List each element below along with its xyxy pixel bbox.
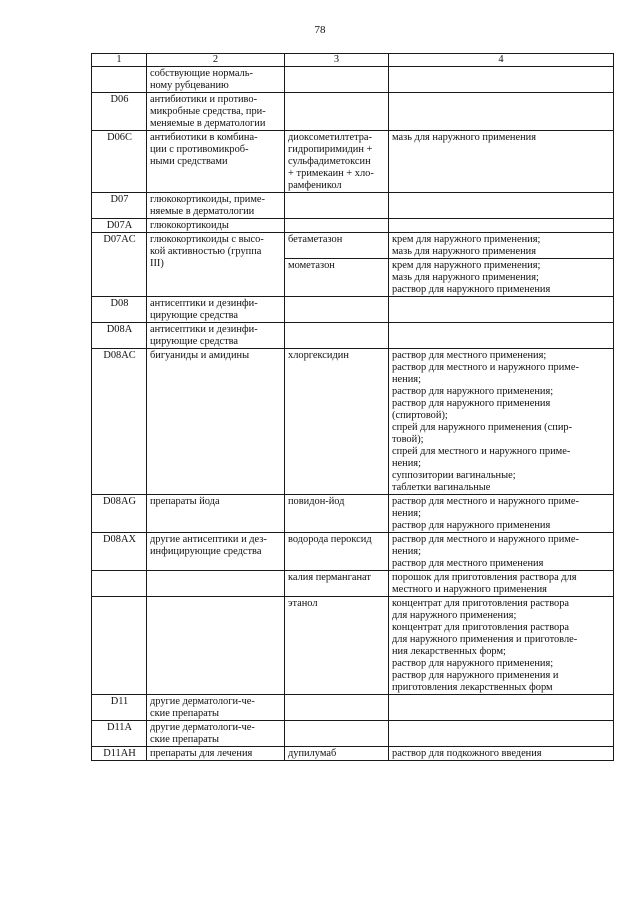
table-row [92,131,614,193]
group-name-cell: собствующие нормаль- ному рубцеванию [147,67,285,93]
drug-name-cell: мометазон [285,259,389,297]
dosage-form-cell [389,721,614,747]
atc-code-cell: D11A [92,721,147,747]
drug-name-cell: хлоргексидин [285,349,389,495]
drug-name-cell [285,219,389,233]
header-row [92,54,614,67]
dosage-form-cell [389,67,614,93]
group-name-cell: антибиотики в комбина- ции с противомикроб- ными средствами [147,131,285,193]
atc-code-cell [92,597,147,695]
drug-name-cell: бетаметазон [285,233,389,259]
column-header-1: 1 [92,54,147,67]
table-row [92,349,614,495]
atc-code-cell: D07 [92,193,147,219]
atc-code-cell: D06C [92,131,147,193]
table-row [92,323,614,349]
dosage-form-cell [389,93,614,131]
table-row [92,533,614,571]
atc-code-cell: D07AC [92,233,147,297]
page-number: 78 [314,24,326,36]
table-row [92,193,614,219]
atc-code-cell: D08AG [92,495,147,533]
group-name-cell: глюкокортикоиды с высо- кой активностью (группа III) [147,233,285,297]
atc-code-cell: D08A [92,323,147,349]
group-name-cell [147,571,285,597]
group-name-cell: антисептики и дезинфи- цирующие средства [147,323,285,349]
dosage-form-cell: раствор для местного и наружного приме- нения; раствор для наружного применения [389,495,614,533]
drug-name-cell: водорода пероксид [285,533,389,571]
drug-name-cell [285,323,389,349]
dosage-form-cell: раствор для подкожного введения [389,747,614,761]
drug-classification-table [91,53,614,761]
table-row [92,93,614,131]
atc-code-cell: D08AX [92,533,147,571]
table-row [92,747,614,761]
atc-code-cell: D08 [92,297,147,323]
dosage-form-cell [389,323,614,349]
dosage-form-cell: крем для наружного применения; мазь для наружного применения [389,233,614,259]
atc-code-cell: D07A [92,219,147,233]
dosage-form-cell: концентрат для приготовления раствора для наружного применения; концентрат для приготовления раствора для наружного применения и приготовле- ния лекарственных форм; раствор для наружного применения; раствор для наружного применения и приготовления лекарственных форм [389,597,614,695]
dosage-form-cell [389,193,614,219]
drug-name-cell: повидон-йод [285,495,389,533]
table-row [92,219,614,233]
group-name-cell: глюкокортикоиды [147,219,285,233]
table-row [92,721,614,747]
drug-name-cell: калия перманганат [285,571,389,597]
dosage-form-cell: раствор для местного и наружного приме- нения; раствор для местного применения [389,533,614,571]
atc-code-cell: D06 [92,93,147,131]
drug-name-cell [285,93,389,131]
column-header-4: 4 [389,54,614,67]
drug-name-cell [285,695,389,721]
dosage-form-cell: раствор для местного применения; раствор для местного и наружного приме- нения; раствор для наружного применения; раствор для наружного применения (спиртовой); спрей для наружного применения (спир- товой); спрей для местного и наружного приме- нения; суппозитории вагинальные; таблетки вагинальные [389,349,614,495]
table-row [92,233,614,259]
atc-code-cell: D11AH [92,747,147,761]
atc-code-cell: D08AC [92,349,147,495]
table-row [92,495,614,533]
dosage-form-cell [389,297,614,323]
group-name-cell: другие дерматологи-че- ские препараты [147,721,285,747]
drug-name-cell: этанол [285,597,389,695]
drug-name-cell: диоксометилтетра- гидропиримидин + сульфадиметоксин + тримекаин + хло- рамфеникол [285,131,389,193]
group-name-cell: антибиотики и противо- микробные средства, при- меняемые в дерматологии [147,93,285,131]
group-name-cell: другие антисептики и дез- инфицирующие средства [147,533,285,571]
drug-name-cell [285,193,389,219]
group-name-cell [147,597,285,695]
column-header-3: 3 [285,54,389,67]
group-name-cell: бигуаниды и амидины [147,349,285,495]
dosage-form-cell [389,695,614,721]
group-name-cell: другие дерматологи-че- ские препараты [147,695,285,721]
column-header-2: 2 [147,54,285,67]
drug-name-cell [285,721,389,747]
group-name-cell: антисептики и дезинфи- цирующие средства [147,297,285,323]
drug-name-cell [285,297,389,323]
table-row [92,597,614,695]
atc-code-cell [92,67,147,93]
table-row [92,571,614,597]
table-row [92,297,614,323]
atc-code-cell: D11 [92,695,147,721]
atc-code-cell [92,571,147,597]
dosage-form-cell [389,219,614,233]
group-name-cell: препараты йода [147,495,285,533]
table-row [92,695,614,721]
dosage-form-cell: крем для наружного применения; мазь для наружного применения; раствор для наружного применения [389,259,614,297]
table-row [92,67,614,93]
group-name-cell: препараты для лечения [147,747,285,761]
group-name-cell: глюкокортикоиды, приме- няемые в дерматологии [147,193,285,219]
drug-name-cell [285,67,389,93]
dosage-form-cell: порошок для приготовления раствора для местного и наружного применения [389,571,614,597]
drug-name-cell: дупилумаб [285,747,389,761]
dosage-form-cell: мазь для наружного применения [389,131,614,193]
